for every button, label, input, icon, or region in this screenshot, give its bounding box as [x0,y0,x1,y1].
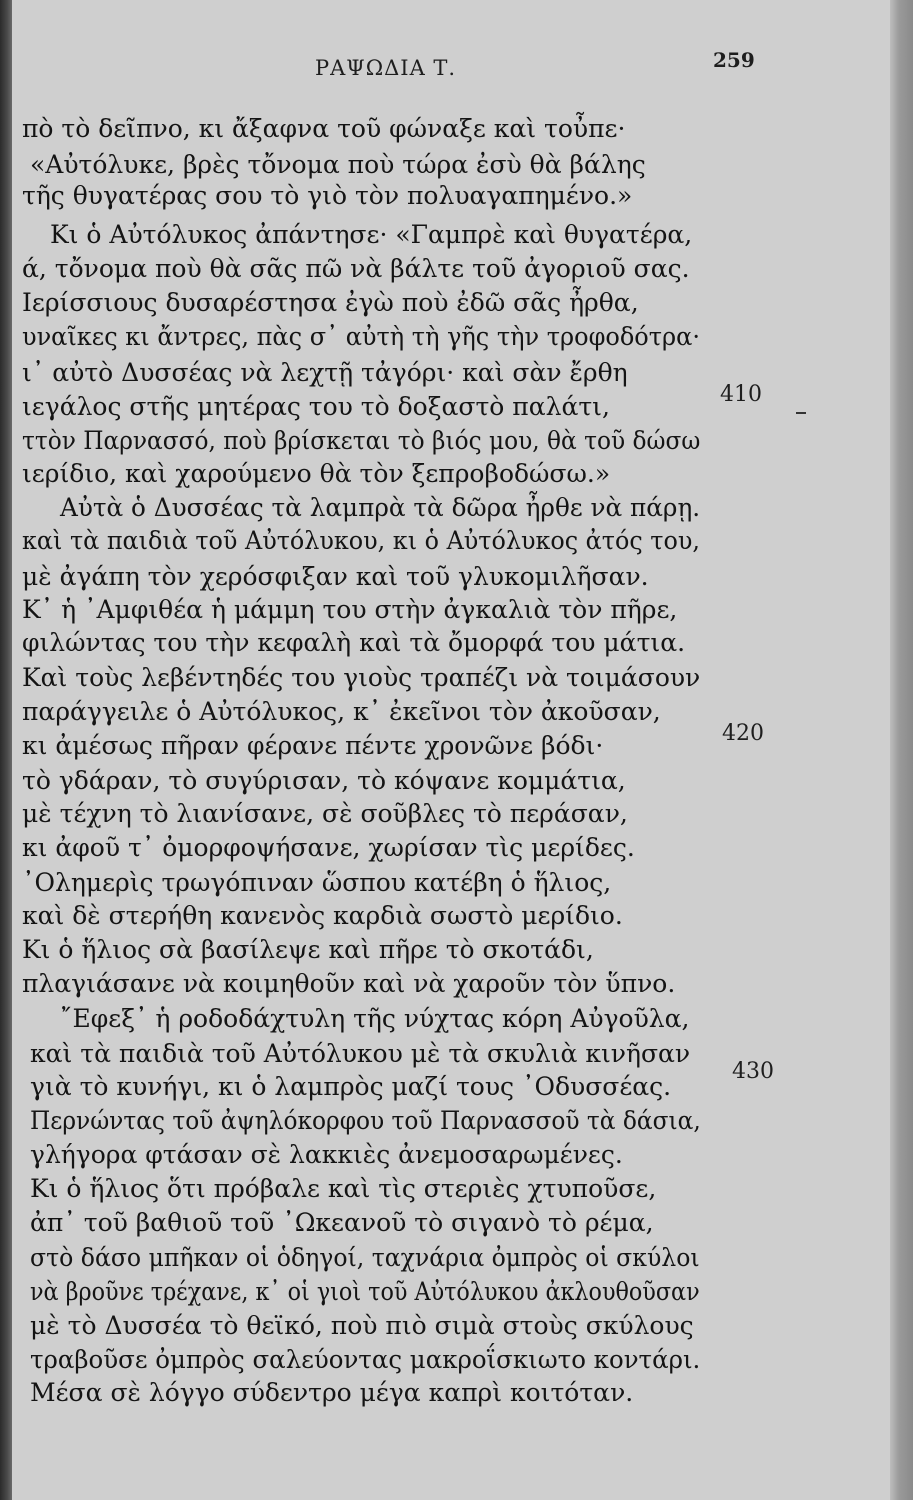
text-line: γλήγορα φτάσαν σὲ λακκιὲς ἀνεμοσαρωμένες. [30,1140,623,1169]
text-line: μὲ ἀγάπη τὸν χερόσφιξαν καὶ τοῦ γλυκομιλῆσαν. [22,562,649,591]
text-line: ᾽Ολημερὶς τρωγόπιναν ὥσπου κατέβη ὁ ἥλιος, [22,868,612,897]
text-line: ά, τὄνομα ποὺ θὰ σᾶς πῶ νὰ βάλτε τοῦ ἀγοριοῦ σας. [22,254,690,283]
text-line: «Αὐτόλυκε, βρὲς τὄνομα ποὺ τώρα ἐσὺ θὰ βάλης [30,150,646,179]
text-line: Περνώντας τοῦ ἀψηλόκορφου τοῦ Παρνασσοῦ τὰ δάσια, [30,1106,701,1135]
text-line: υναῖκες κι ἄντρες, πὰς σ᾽ αὐτὴ τὴ γῆς τὴν τροφοδότρα· [22,322,700,351]
left-page-edge [0,0,12,1500]
text-line: ἀπ᾽ τοῦ βαθιοῦ τοῦ ᾽Ωκεανοῦ τὸ σιγανὸ τὸ ρέμα, [30,1208,654,1237]
text-line: Μέσα σὲ λόγγο σύδεντρο μέγα καπρὶ κοιτόταν. [30,1378,634,1407]
text-line: ῎Εφεξ᾽ ἡ ροδοδάχτυλη τῆς νύχτας κόρη Αὐγοῦλα, [60,1004,690,1033]
line-number: 430 [732,1059,774,1084]
text-line: καὶ τὰ παιδιὰ τοῦ Αὐτόλυκου, κι ὁ Αὐτόλυκος ἀτός του, [22,526,700,555]
text-line: Κι ὁ ἥλιος ὅτι πρόβαλε καὶ τὶς στεριὲς χτυποῦσε, [30,1174,657,1203]
page-number: 259 [713,48,755,72]
text-line: ιερίδιο, καὶ χαρούμενο θὰ τὸν ξεπροβοδώσω.» [22,459,611,488]
text-line: πὸ τὸ δεῖπνο, κι ἄξαφνα τοῦ φώναξε καὶ τοὖπε· [22,114,626,143]
text-line: Κι ὁ ἥλιος σὰ βασίλεψε καὶ πῆρε τὸ σκοτάδι, [22,935,594,964]
text-line: νὰ βροῦνε τρέχανε, κ᾽ οἱ γιοὶ τοῦ Αὐτόλυκου ἀκλουθοῦσαν [30,1277,700,1306]
text-line: Κι ὁ Αὐτόλυκος ἀπάντησε· «Γαμπρὲ καὶ θυγατέρα, [50,220,693,249]
text-line: τὸ γδάραν, τὸ συγύρισαν, τὸ κόψανε κομμάτια, [22,766,626,795]
running-header: ΡΑΨΩΔΙΑ Τ. [315,56,457,80]
text-line: ιεγάλος στῆς μητέρας του τὸ δοξαστὸ παλάτι, [22,392,610,421]
text-line: καὶ τὰ παιδιὰ τοῦ Αὐτόλυκου μὲ τὰ σκυλιὰ κινῆσαν [30,1039,691,1068]
text-line: τῆς θυγατέρας σου τὸ γιὸ τὸν πολυαγαπημένο.» [22,181,633,210]
text-line: Ιερίσσιους δυσαρέστησα ἐγὼ ποὺ ἐδῶ σᾶς ἦρθα, [22,288,639,317]
text-line: στὸ δάσο μπῆκαν οἱ ὁδηγοί, ταχνάρια ὀμπρὸς οἱ σκύλοι [30,1243,700,1272]
text-line: Αὐτὰ ὁ Δυσσέας τὰ λαμπρὰ τὰ δῶρα ἦρθε νὰ πάρῃ. [60,493,701,522]
text-line: Καὶ τοὺς λεβέντηδές του γιοὺς τραπέζι νὰ τοιμάσουν [22,663,701,692]
right-page-edge [890,0,913,1500]
text-line: φιλώντας του τὴν κεφαλὴ καὶ τὰ ὄμορφά του μάτια. [22,628,686,657]
text-line: καὶ δὲ στερήθη κανενὸς καρδιὰ σωστὸ μερίδιο. [22,901,623,930]
text-line: πλαγιάσανε νὰ κοιμηθοῦν καὶ νὰ χαροῦν τὸν ὕπνο. [22,969,676,998]
text-line: γιὰ τὸ κυνήγι, κι ὁ λαμπρὸς μαζί τους ᾽Οδυσσέας. [30,1072,672,1101]
text-line: μὲ τὸ Δυσσέα τὸ θεϊκό, ποὺ πιὸ σιμὰ στοὺς σκύλους [30,1311,694,1340]
text-line: κι ἀφοῦ τ᾽ ὀμορφοψήσανε, χωρίσαν τὶς μερίδες. [22,833,635,862]
line-number: 410 [720,382,762,407]
text-line: ττὸν Παρνασσό, ποὺ βρίσκεται τὸ βιός μου, θὰ τοῦ δώσω [22,426,701,455]
text-line: ι᾽ αὐτὸ Δυσσέας νὰ λεχτῇ τἀγόρι· καὶ σὰν ἔρθη [22,358,628,387]
text-line: τραβοῦσε ὀμπρὸς σαλεύοντας μακροΐσκιωτο κοντάρι. [30,1345,701,1374]
line-number: 420 [722,721,764,746]
text-line: μὲ τέχνη τὸ λιανίσανε, σὲ σοῦβλες τὸ περάσαν, [22,799,628,828]
margin-mark [796,412,806,414]
text-line: κι ἀμέσως πῆραν φέρανε πέντε χρονῶνε βόδι· [22,731,604,760]
text-line: Κ᾽ ἡ ᾽Αμφιθέα ἡ μάμμη του στὴν ἀγκαλιὰ τὸν πῆρε, [22,595,678,624]
text-line: παράγγειλε ὁ Αὐτόλυκος, κ᾽ ἐκεῖνοι τὸν ἀκοῦσαν, [22,697,661,726]
